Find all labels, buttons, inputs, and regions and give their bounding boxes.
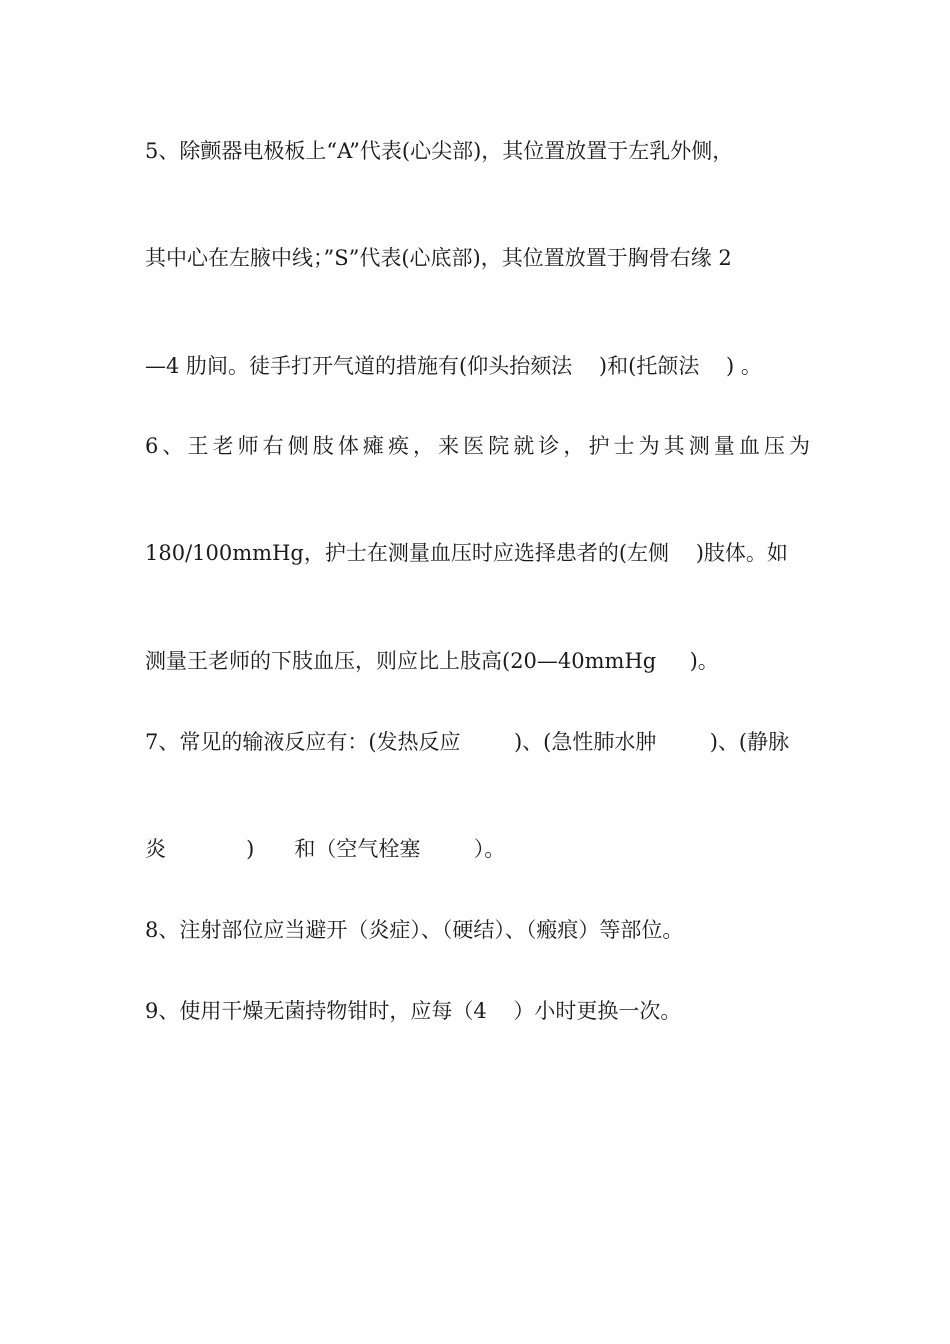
question-5-line-3: —4 肋间。徒手打开气道的措施有(仰头抬颏法 )和(托颌法 ) 。 bbox=[145, 354, 762, 378]
question-5-line-2: 其中心在左腋中线；”S”代表(心底部)，其位置放置于胸骨右缘 2 bbox=[145, 246, 732, 270]
question-9-line: 9、使用干燥无菌持物钳时，应每（4 ）小时更换一次。 bbox=[145, 999, 682, 1023]
question-7-line-1: 7、常见的输液反应有：(发热反应 )、(急性肺水肿 )、(静脉 bbox=[145, 730, 790, 754]
question-7-line-2: 炎 ) 和（空气栓塞 ）。 bbox=[145, 837, 506, 861]
question-5-line-1: 5、除颤器电极板上“A”代表(心尖部)，其位置放置于左乳外侧， bbox=[145, 139, 734, 163]
question-6-line-2: 180/100mmHg，护士在测量血压时应选择患者的(左侧 )肢体。如 bbox=[145, 541, 788, 565]
question-6-line-1: 6、王老师右侧肢体瘫痪，来医院就诊，护士为其测量血压为 bbox=[145, 434, 810, 458]
question-8-line: 8、注射部位应当避开（炎症）、（硬结）、（瘢痕）等部位。 bbox=[145, 918, 684, 942]
question-6-line-3: 测量王老师的下肢血压，则应比上肢高(20—40mmHg )。 bbox=[145, 649, 719, 673]
